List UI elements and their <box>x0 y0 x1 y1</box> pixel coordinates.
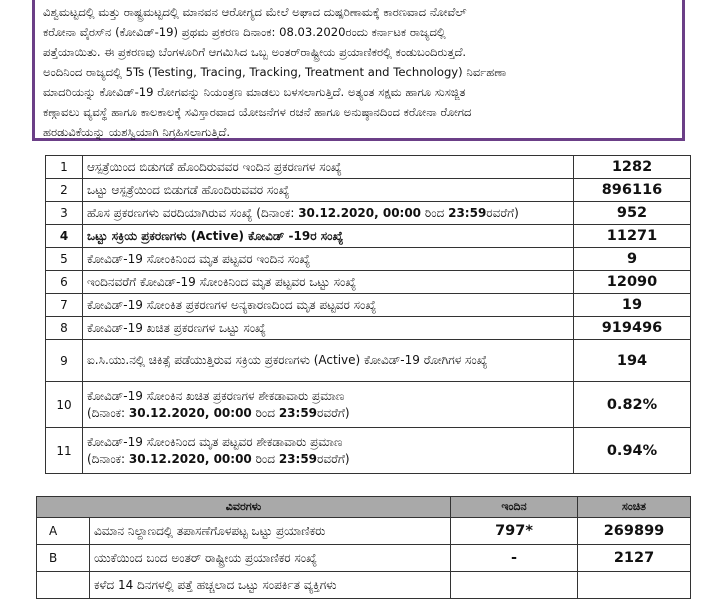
row-number: 5 <box>46 248 83 271</box>
row-label-with-date <box>83 202 574 225</box>
date-range-tail: ರವರೆಗೆ) <box>317 405 350 420</box>
date-range-connector: ರಿಂದ <box>251 451 279 466</box>
row-number: 8 <box>46 317 83 340</box>
table-row <box>46 271 691 294</box>
intro-line: ಮಾದರಿಯನ್ನು ಕೋವಿಡ್-19 ರೋಗವನ್ನು ನಿಯಂತ್ರಣ ಮಾಡಲು ಬಳಸಲಾಗುತ್ತಿದೆ. ಅತ್ಯಂತ ಸಕ್ಷಮ ಹಾಗೂ ಸುಸಜ್ಜಿತ <box>43 85 466 99</box>
row-label: ಕೋವಿಡ್-19 ಸೋಂಕಿನಿಂದ ಮೃತ ಪಟ್ಟವರ ಶೇಕಡಾವಾರು ಪ್ರಮಾಣ <box>87 434 343 449</box>
date-range-prefix: (ದಿನಾಂಕ: <box>87 451 129 466</box>
table-row <box>46 294 691 317</box>
row-label: ಕಳೆದ 14 ದಿನಗಳಲ್ಲಿ ಪತ್ತೆ ಹಚ್ಚಲಾದ ಒಟ್ಟು ಸಂಪರ್ಕಿತ ವ್ಯಕ್ತಿಗಳು <box>90 572 451 599</box>
intro-line: ಪತ್ತೆಯಾಯಿತು. ಈ ಪ್ರಕರಣವು ಬೆಂಗಳೂರಿಗೆ ಆಗಮಿಸಿದ ಒಬ್ಬ ಅಂತರ್‌ರಾಷ್ಟ್ರೀಯ ಪ್ರಯಾಣಿಕರಲ್ಲಿ ಕಂಡುಬಂದಿರುತ್ತದೆ. <box>43 45 467 59</box>
table-row <box>46 202 691 225</box>
row-value: 0.82% <box>574 382 691 428</box>
date-subline <box>87 452 569 467</box>
row-value: 11271 <box>574 225 691 248</box>
row-value: 12090 <box>574 271 691 294</box>
date-range-start: 30.12.2020, 00:00 <box>128 405 252 420</box>
row-today: 797* <box>451 518 578 545</box>
row-cumulative: 269899 <box>578 518 691 545</box>
date-range-tail: ರವರೆಗೆ) <box>486 205 519 220</box>
row-number: 3 <box>46 202 83 225</box>
row-number: 7 <box>46 294 83 317</box>
intro-paragraph-box <box>32 0 685 141</box>
table-row <box>46 225 691 248</box>
date-range-end: 23:59 <box>278 405 318 420</box>
row-value: 952 <box>574 202 691 225</box>
row-label: ಕೋವಿಡ್-19 ಸೋಂಕಿನ ಖಚಿತ ಪ್ರಕರಣಗಳ ಶೇಕಡಾವಾರು ಪ್ರಮಾಣ <box>87 388 345 403</box>
intro-line: ಕಣ್ಗಾವಲು ವ್ಯವಸ್ಥೆ ಹಾಗೂ ಕಾಲಕಾಲಕ್ಕೆ ಸವಿಸ್ತಾರವಾದ ಯೋಜನೆಗಳ ರಚನೆ ಹಾಗೂ ಅನುಷ್ಠಾನದಿಂದ ಕರೋನಾ ರೋಗದ <box>43 105 472 119</box>
row-value: 919496 <box>574 317 691 340</box>
row-number: 1 <box>46 156 83 179</box>
table-row <box>46 340 691 382</box>
row-value: 896116 <box>574 179 691 202</box>
date-range-connector: ರಿಂದ <box>421 205 449 220</box>
row-number: 9 <box>46 340 83 382</box>
row-cumulative: 2127 <box>578 545 691 572</box>
row-number: 11 <box>46 428 83 474</box>
intro-line: ಕರೋನಾ ವೈರಸ್‌ನ (ಕೋವಿಡ್-19) ಪ್ರಥಮ ಪ್ರಕರಣ ದಿನಾಂಕ: 08.03.2020ರಂದು ಕರ್ನಾಟಕ ರಾಜ್ಯದಲ್ಲಿ <box>43 25 446 39</box>
row-id <box>37 572 90 599</box>
row-number: 2 <box>46 179 83 202</box>
row-value: 19 <box>574 294 691 317</box>
row-label: ವಿಮಾನ ನಿಲ್ದಾಣದಲ್ಲಿ ತಪಾಸಣೆಗೊಳಪಟ್ಟ ಒಟ್ಟು ಪ್ರಯಾಣಿಕರು <box>90 518 451 545</box>
date-range-connector: ರಿಂದ <box>251 405 279 420</box>
row-label-with-date <box>83 382 574 428</box>
row-label: ಹೊಸ ಪ್ರಕರಣಗಳು ವರದಿಯಾಗಿರುವ ಸಂಖ್ಯೆ (ದಿನಾಂಕ: <box>87 205 299 220</box>
row-label: ಒಟ್ಟು ಆಸ್ಪತ್ರೆಯಿಂದ ಬಿಡುಗಡೆ ಹೊಂದಿರುವವರ ಸಂಖ್ಯೆ <box>83 179 574 202</box>
row-value: 194 <box>574 340 691 382</box>
row-id: B <box>37 545 90 572</box>
date-range-tail: ರವರೆಗೆ) <box>317 451 350 466</box>
row-label-with-date <box>83 428 574 474</box>
row-label: ಐ.ಸಿ.ಯು.ನಲ್ಲಿ ಚಿಕಿತ್ಸೆ ಪಡೆಯುತ್ತಿರುವ ಸಕ್ರಿಯ ಪ್ರಕರಣಗಳು (Active) ಕೋವಿಡ್-19 ರೋಗಿಗಳ ಸಂಖ್ಯೆ <box>83 340 574 382</box>
header-cumulative: ಸಂಚಿತ <box>578 497 691 518</box>
row-id: A <box>37 518 90 545</box>
header-details: ವಿವರಗಳು <box>37 497 451 518</box>
table-row <box>46 156 691 179</box>
row-number: 10 <box>46 382 83 428</box>
row-label: ಆಸ್ಪತ್ರೆಯಿಂದ ಬಿಡುಗಡೆ ಹೊಂದಿರುವವರ ಇಂದಿನ ಪ್ರಕರಣಗಳ ಸಂಖ್ಯೆ <box>83 156 574 179</box>
date-subline <box>87 406 569 421</box>
intro-line: ಅಂದಿನಿಂದ ರಾಜ್ಯದಲ್ಲಿ 5Ts (Testing, Tracing, Tracking, Treatment and Technology) ನಿರ್ವಹಣಾ <box>43 65 507 79</box>
table-row <box>46 248 691 271</box>
row-today: - <box>451 545 578 572</box>
row-number: 4 <box>46 225 83 248</box>
date-range-start: 30.12.2020, 00:00 <box>298 205 422 220</box>
row-value: 9 <box>574 248 691 271</box>
row-label: ಇಂದಿನವರೆಗೆ ಕೋವಿಡ್-19 ಸೋಂಕಿನಿಂದ ಮೃತ ಪಟ್ಟವರ ಒಟ್ಟು ಸಂಖ್ಯೆ <box>83 271 574 294</box>
covid-stats-table <box>45 155 691 474</box>
row-label: ಒಟ್ಟು ಸಕ್ರಿಯ ಪ್ರಕರಣಗಳು (Active) ಕೋವಿಡ್ -19ರ ಸಂಖ್ಯೆ <box>83 225 574 248</box>
table-row <box>46 179 691 202</box>
row-label: ಕೋವಿಡ್-19 ಸೋಂಕಿನಿಂದ ಮೃತ ಪಟ್ಟವರ ಇಂದಿನ ಸಂಖ್ಯೆ <box>83 248 574 271</box>
table-row <box>46 317 691 340</box>
table-row <box>37 572 691 599</box>
row-today <box>451 572 578 599</box>
table-row <box>46 382 691 428</box>
date-range-end: 23:59 <box>448 205 487 220</box>
table-row <box>37 518 691 545</box>
travel-stats-table <box>36 496 691 599</box>
date-range-prefix: (ದಿನಾಂಕ: <box>87 405 129 420</box>
header-today: ಇಂದಿನ <box>451 497 578 518</box>
table-row <box>46 428 691 474</box>
row-label: ಯುಕೆಯಿಂದ ಬಂದ ಅಂತರ್ ರಾಷ್ಟ್ರೀಯ ಪ್ರಯಾಣಿಕರ ಸಂಖ್ಯೆ <box>90 545 451 572</box>
table-row <box>37 545 691 572</box>
intro-line: ವಿಶ್ವಮಟ್ಟದಲ್ಲಿ ಮತ್ತು ರಾಷ್ಟ್ರಮಟ್ಟದಲ್ಲಿ ಮಾನವನ ಆರೋಗ್ಯದ ಮೇಲೆ ಅಘಾದ ದುಷ್ಪರಿಣಾಮಕ್ಕೆ ಕಾರಣವಾದ ನೋವೆಲ್ <box>43 5 467 19</box>
table-header-row <box>37 497 691 518</box>
row-cumulative <box>578 572 691 599</box>
row-label: ಕೋವಿಡ್-19 ಖಚಿತ ಪ್ರಕರಣಗಳ ಒಟ್ಟು ಸಂಖ್ಯೆ <box>83 317 574 340</box>
intro-line: ಹರಡುವಿಕೆಯನ್ನು ಯಶಸ್ವಿಯಾಗಿ ನಿಗ್ರಹಿಸಲಾಗುತ್ತಿದೆ. <box>43 125 231 139</box>
date-range-start: 30.12.2020, 00:00 <box>128 451 252 466</box>
row-label: ಕೋವಿಡ್-19 ಸೋಂಕಿತ ಪ್ರಕರಣಗಳ ಅನ್ಯಕಾರಣದಿಂದ ಮೃತ ಪಟ್ಟವರ ಸಂಖ್ಯೆ <box>83 294 574 317</box>
row-value: 0.94% <box>574 428 691 474</box>
date-range-end: 23:59 <box>278 451 318 466</box>
row-value: 1282 <box>574 156 691 179</box>
row-number: 6 <box>46 271 83 294</box>
